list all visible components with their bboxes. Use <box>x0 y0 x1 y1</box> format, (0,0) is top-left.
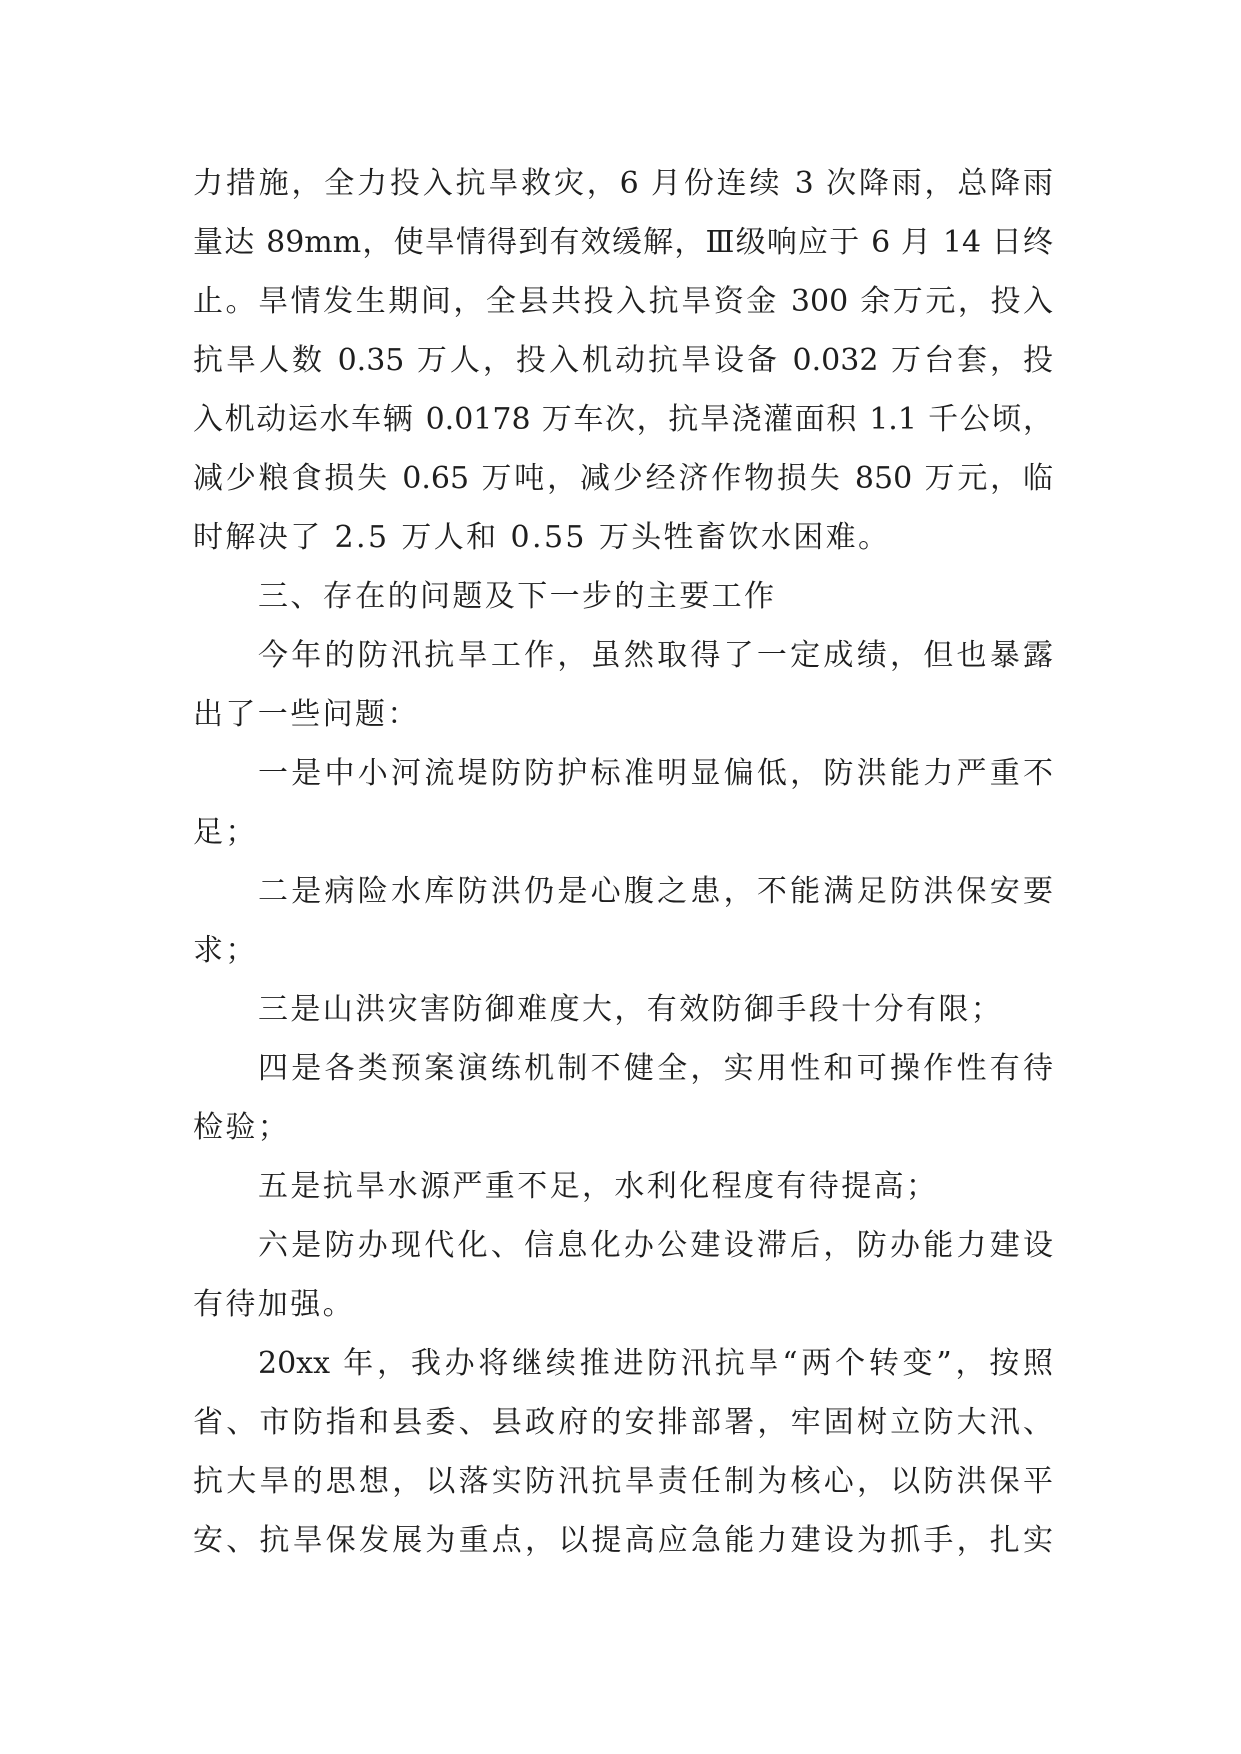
text-line: 四是各类预案演练机制不健全，实用性和可操作性有待 <box>258 1051 1053 1086</box>
paragraph-next-year-plan <box>193 1334 1053 1570</box>
text-line: 一是中小河流堤防防护标准明显偏低，防洪能力严重不 <box>258 756 1053 791</box>
text-line: 今年的防汛抗旱工作，虽然取得了一定成绩，但也暴露 <box>258 638 1053 673</box>
section-heading <box>193 567 1053 626</box>
problem-item-6 <box>193 1216 1053 1334</box>
text-line: 六是防办现代化、信息化办公建设滞后，防办能力建设 <box>258 1228 1053 1263</box>
document-body <box>193 154 1053 1570</box>
text-line: 量达 89mm，使旱情得到有效缓解，Ⅲ级响应于 6 月 14 日终 <box>193 225 1053 260</box>
text-line: 力措施，全力投入抗旱救灾，6 月份连续 3 次降雨，总降雨 <box>193 166 1053 201</box>
section-heading-text: 三、存在的问题及下一步的主要工作 <box>258 579 777 614</box>
text-line: 抗大旱的思想，以落实防汛抗旱责任制为核心，以防洪保平 <box>193 1464 1053 1499</box>
problem-item-5 <box>193 1157 1053 1216</box>
paragraph-drought-results <box>193 154 1053 567</box>
text-line: 入机动运水车辆 0.0178 万车次，抗旱浇灌面积 1.1 千公顷， <box>193 402 1053 437</box>
text-line: 五是抗旱水源严重不足，水利化程度有待提高； <box>258 1169 939 1204</box>
text-line: 减少粮食损失 0.65 万吨，减少经济作物损失 850 万元，临 <box>193 461 1053 496</box>
text-line: 二是病险水库防洪仍是心腹之患，不能满足防洪保安要 <box>258 874 1053 909</box>
text-line: 安、抗旱保发展为重点，以提高应急能力建设为抓手，扎实 <box>193 1523 1053 1558</box>
text-line: 三是山洪灾害防御难度大，有效防御手段十分有限； <box>258 992 1004 1027</box>
text-line: 出了一些问题： <box>193 697 420 732</box>
paragraph-problems-intro <box>193 626 1053 744</box>
problem-item-2 <box>193 862 1053 980</box>
text-line: 抗旱人数 0.35 万人，投入机动抗旱设备 0.032 万台套，投 <box>193 343 1053 378</box>
text-line: 省、市防指和县委、县政府的安排部署，牢固树立防大汛、 <box>193 1405 1053 1440</box>
problem-item-4 <box>193 1039 1053 1157</box>
problem-item-3 <box>193 980 1053 1039</box>
text-line: 足； <box>193 815 258 850</box>
text-line: 20xx 年，我办将继续推进防汛抗旱“两个转变”，按照 <box>258 1346 1053 1381</box>
text-line: 有待加强。 <box>193 1287 355 1322</box>
text-line: 检验； <box>193 1110 291 1145</box>
text-line: 求； <box>193 933 258 968</box>
problem-item-1 <box>193 744 1053 862</box>
text-line: 止。旱情发生期间，全县共投入抗旱资金 300 余万元，投入 <box>193 284 1053 319</box>
text-line: 时解决了 2.5 万人和 0.55 万头牲畜饮水困难。 <box>193 520 891 555</box>
